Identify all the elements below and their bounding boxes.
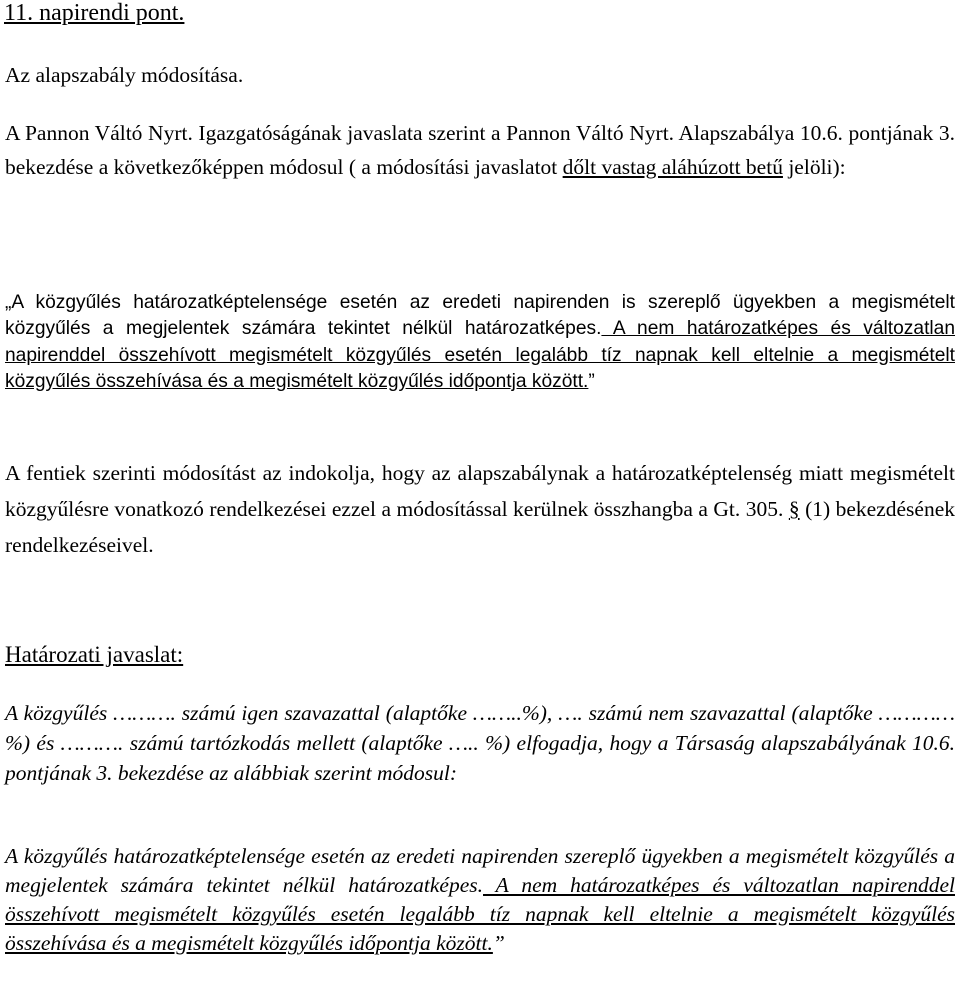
quoted-amendment-underlined: A nem határozatképes és változatlan napirenddel összehívott megismételt közgyűlés esetén legalább tíz napnak kell eltelnie a megismételt közgyűlés összehívása és a megismételt közgyűlés időpontja között.: [5, 318, 956, 392]
justification-text-2: (1) bekezdésének rendelkezéseivel.: [5, 497, 955, 557]
quoted-amendment-paragraph: [5, 290, 955, 395]
justification-paragraph: [5, 455, 955, 563]
justification-text-1: A fentiek szerinti módosítást az indokolja, hogy az alapszabálynak a határozatképtelenség miatt megismételt közgyűlésre vonatkozó rendelkezései ezzel a módosítással kerülnek összhangba a Gt. 305.: [5, 461, 955, 521]
resolution-voting-paragraph: A közgyűlés ………. számú igen szavazattal (alaptőke ……..%), …. számú nem szavazattal (alaptőke ………… %) és ………. számú tartózkodás mellett (alaptőke ….. %) elfogadja, hogy a Társaság alapszabályának 10.6. pontjának 3. bekezdése az alábbiak szerint módosul:: [5, 701, 955, 785]
resolution-amendment-plain: A közgyűlés határozatképtelensége esetén az eredeti napirenden szereplő ügyekben a megismételt közgyűlés a megjelentek számára tekintet nélkül határozatképes.: [5, 844, 955, 897]
intro-text-1: A Pannon Váltó Nyrt. Igazgatóságának javaslata szerint a Pannon Váltó Nyrt. Alapszabálya 10.6. pontjának 3. bekezdése a következőképpen módosul ( a módosítási javaslatot: [5, 121, 955, 179]
intro-text-2: jelöli):: [782, 155, 846, 179]
resolution-amendment-underlined: A nem határozatképes és változatlan napirenddel összehívott megismételt közgyűlés esetén legalább tíz napnak kell eltelnie a megismételt közgyűlés összehívása és a megismételt közgyűlés időpontja között.: [5, 873, 955, 955]
agenda-item-title: 11. napirendi pont.: [4, 0, 185, 26]
resolution-amendment-paragraph: [5, 842, 955, 958]
resolution-heading: Határozati javaslat:: [5, 642, 184, 667]
resolution-amendment-closing-quote: ”: [492, 931, 505, 955]
intro-underlined-note: dőlt vastag aláhúzott betű: [562, 155, 783, 179]
quoted-amendment-closing-quote: ”: [588, 370, 595, 392]
agenda-item-subject: Az alapszabály módosítása.: [5, 63, 244, 87]
intro-paragraph: [5, 116, 955, 184]
section-sign: §: [788, 497, 800, 521]
quoted-amendment-plain: „A közgyűlés határozatképtelensége esetén az eredeti napirenden is szereplő ügyekben a megismételt közgyűlés a megjelentek számára tekintet nélkül határozatképes.: [5, 292, 955, 340]
